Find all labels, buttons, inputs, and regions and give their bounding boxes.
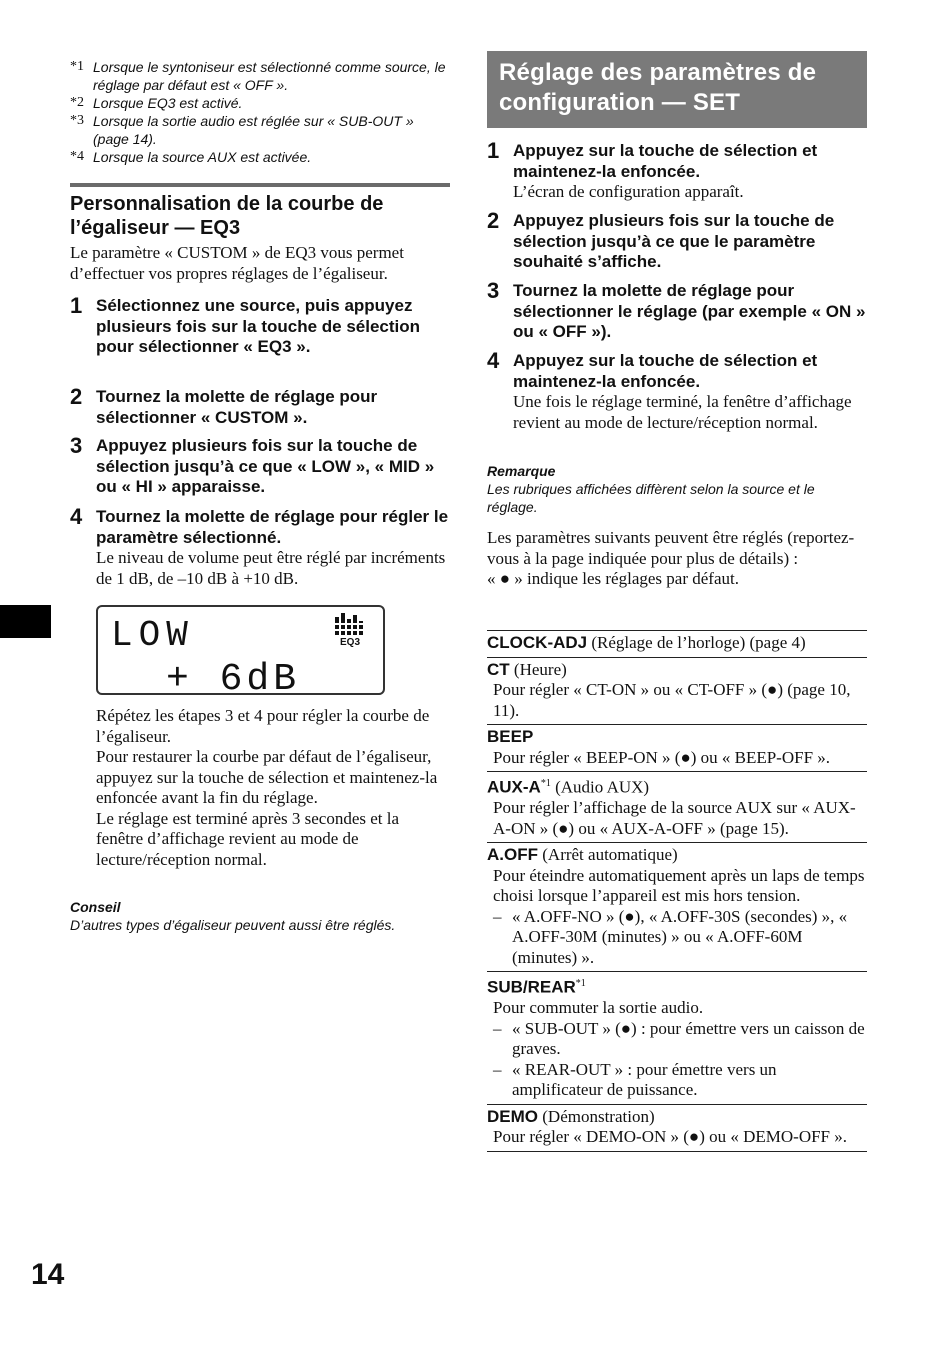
eq3-after-text [96, 706, 450, 870]
settings-row [487, 724, 867, 771]
setting-label: (Audio AUX) [550, 777, 650, 797]
footnote-4 [70, 148, 450, 166]
lcd-line-2: + 6dB [166, 658, 301, 693]
setting-option-text: « A.OFF-NO » (●), « A.OFF-30S (secondes) », « A.OFF-30M (minutes) » ou « A.OFF-60M (minutes) ». [512, 906, 848, 967]
tip-text: D’autres types d’égaliseur peuvent aussi être réglés. [70, 917, 396, 933]
setting-description: Pour éteindre automatiquement après un laps de temps choisi lorsque l’appareil est mis hors tension. [493, 865, 865, 906]
setting-key: CLOCK-ADJ [487, 633, 588, 652]
default-marker-legend: « ● » indique les réglages par défaut. [487, 569, 739, 588]
step-number: 2 [70, 384, 83, 409]
setting-label: (Arrêt automatique) [538, 845, 678, 865]
settings-row-header [487, 727, 867, 748]
setting-label: (Réglage de l’horloge) (page 4) [587, 633, 806, 652]
step-text: Sélectionnez une source, puis appuyez plusieurs fois sur la touche de sélection pour sélectionner « EQ3 ». [96, 296, 421, 356]
after-paragraph: Répétez les étapes 3 et 4 pour régler la courbe de l’égaliseur. [96, 706, 430, 746]
settings-row-header [487, 774, 867, 798]
setting-key: CT [487, 659, 510, 679]
settings-row-header [487, 660, 867, 681]
step-text: Tournez la molette de réglage pour sélectionner le réglage (par exemple « ON » ou « OFF »). [513, 281, 866, 341]
settings-row [487, 771, 867, 842]
footnote-mark: *3 [70, 113, 84, 128]
set-intro-text: Les paramètres suivants peuvent être réglés (reportez-vous à la page indiquée pour plus de détails) : [487, 528, 855, 568]
footnote-mark: *1 [70, 59, 84, 74]
page-number: 14 [31, 1258, 65, 1291]
setting-description: Pour régler l’affichage de la source AUX sur « AUX-A-ON » (●) ou « AUX-A-OFF » (page 15). [493, 798, 856, 838]
settings-row-header [487, 845, 867, 866]
after-paragraph: Pour restaurer la courbe par défaut de l’égaliseur, appuyez sur la touche de sélection et maintenez-la enfoncée avant la fin du réglage. [96, 747, 438, 807]
step-number: 4 [487, 348, 500, 373]
setting-option [487, 1060, 867, 1101]
lcd-line-1: LOW [111, 615, 194, 656]
set-intro [487, 528, 867, 590]
dash-bullet: – [493, 906, 502, 926]
setting-description: Pour régler « CT-ON » ou « CT-OFF » (●) (page 10, 11). [493, 680, 851, 720]
footnote-3 [70, 112, 450, 148]
step-detail: L’écran de configuration apparaît. [513, 182, 744, 201]
lcd-illustration [98, 607, 383, 693]
setting-key: SUB/REAR [487, 977, 576, 997]
step-text: Appuyez sur la touche de sélection et maintenez-la enfoncée. [513, 351, 818, 391]
section-tab-marker [0, 605, 51, 638]
settings-row [487, 630, 867, 657]
step-text: Tournez la molette de réglage pour sélectionner « CUSTOM ». [96, 387, 378, 427]
eq3-step-2 [70, 384, 450, 428]
setting-footnote-mark: *1 [575, 978, 586, 990]
eq3-intro: Le paramètre « CUSTOM » de EQ3 vous permet d’effectuer vos propres réglages de l’égaliseur. [70, 243, 404, 283]
step-text: Tournez la molette de réglage pour régler le paramètre sélectionné. [96, 507, 449, 547]
setting-option [487, 1019, 867, 1060]
footnote-text: Lorsque le syntoniseur est sélectionné comme source, le réglage par défaut est « OFF ». [93, 59, 446, 93]
setting-option [487, 907, 867, 969]
step-text: Appuyez plusieurs fois sur la touche de sélection jusqu’à ce que le paramètre souhaité s’affiche. [513, 211, 835, 271]
set-step-4 [487, 348, 867, 433]
footnote-text: Lorsque la sortie audio est réglée sur « SUB-OUT » (page 14). [93, 113, 414, 147]
footnote-text: Lorsque EQ3 est activé. [93, 95, 243, 111]
step-number: 4 [70, 504, 83, 529]
footnote-1 [70, 58, 450, 94]
note-heading: Remarque [487, 463, 556, 479]
settings-row-header [487, 974, 867, 998]
tip-heading: Conseil [70, 899, 121, 915]
step-text: Appuyez sur la touche de sélection et maintenez-la enfoncée. [513, 141, 818, 181]
setting-option-item [493, 907, 867, 969]
settings-row [487, 657, 867, 725]
footnote-mark: *2 [70, 95, 84, 110]
settings-row-header [487, 1107, 867, 1128]
settings-row [487, 842, 867, 971]
dash-bullet: – [493, 1018, 502, 1038]
set-step-3 [487, 278, 867, 343]
eq3-step-3 [70, 433, 450, 498]
setting-key: BEEP [487, 727, 534, 746]
setting-option-text: « SUB-OUT » (●) : pour émettre vers un caisson de graves. [512, 1018, 865, 1059]
eq3-step-1 [70, 293, 450, 358]
set-step-1 [487, 138, 867, 203]
setting-description: Pour régler « DEMO-ON » (●) ou « DEMO-OFF ». [493, 1127, 848, 1147]
settings-table [487, 630, 867, 1152]
step-detail: Une fois le réglage terminé, la fenêtre d’affichage revient au mode de lecture/réception normal. [513, 392, 852, 432]
setting-label: (Démonstration) [538, 1106, 655, 1126]
eq3-badge-icon [331, 613, 367, 648]
setting-option-item [493, 1060, 867, 1101]
setting-option-text: « REAR-OUT » : pour émettre vers un amplificateur de puissance. [512, 1059, 777, 1100]
set-heading-banner: Réglage des paramètres de configuration — SET [487, 51, 867, 128]
eq3-heading: Personnalisation de la courbe de l’égaliseur — EQ3 [70, 193, 384, 239]
setting-key: A.OFF [487, 845, 538, 865]
step-text: Appuyez plusieurs fois sur la touche de sélection jusqu’à ce que « LOW », « MID » ou « HI » apparaisse. [96, 436, 435, 496]
footnote-2 [70, 94, 450, 112]
step-number: 1 [487, 138, 500, 163]
set-step-2 [487, 208, 867, 273]
step-detail: Le niveau de volume peut être réglé par incréments de 1 dB, de –10 dB à +10 dB. [96, 548, 446, 588]
setting-description: Pour régler « BEEP-ON » (●) ou « BEEP-OFF ». [493, 747, 831, 767]
setting-key: AUX-A [487, 777, 541, 797]
note-text: Les rubriques affichées diffèrent selon la source et le réglage. [487, 481, 815, 515]
step-number: 2 [487, 208, 500, 233]
step-number: 3 [487, 278, 500, 303]
setting-description: Pour commuter la sortie audio. [493, 998, 704, 1018]
settings-row-header [487, 633, 867, 654]
setting-option-item [493, 1019, 867, 1060]
lcd-display [96, 605, 385, 695]
setting-key: DEMO [487, 1106, 538, 1126]
eq3-badge-label: EQ3 [340, 637, 361, 648]
setting-footnote-mark: *1 [540, 778, 551, 789]
step-number: 3 [70, 433, 83, 458]
settings-row [487, 1104, 867, 1152]
after-paragraph: Le réglage est terminé après 3 secondes et la fenêtre d’affichage revient au mode de lecture/réception normal. [96, 808, 400, 869]
step-number: 1 [70, 293, 83, 318]
section-rule [70, 183, 450, 187]
dash-bullet: – [493, 1059, 502, 1079]
footnote-text: Lorsque la source AUX est activée. [93, 149, 312, 165]
eq3-step-4 [70, 504, 450, 589]
setting-label: (Heure) [509, 659, 567, 679]
settings-row [487, 971, 867, 1104]
footnote-mark: *4 [70, 149, 84, 164]
